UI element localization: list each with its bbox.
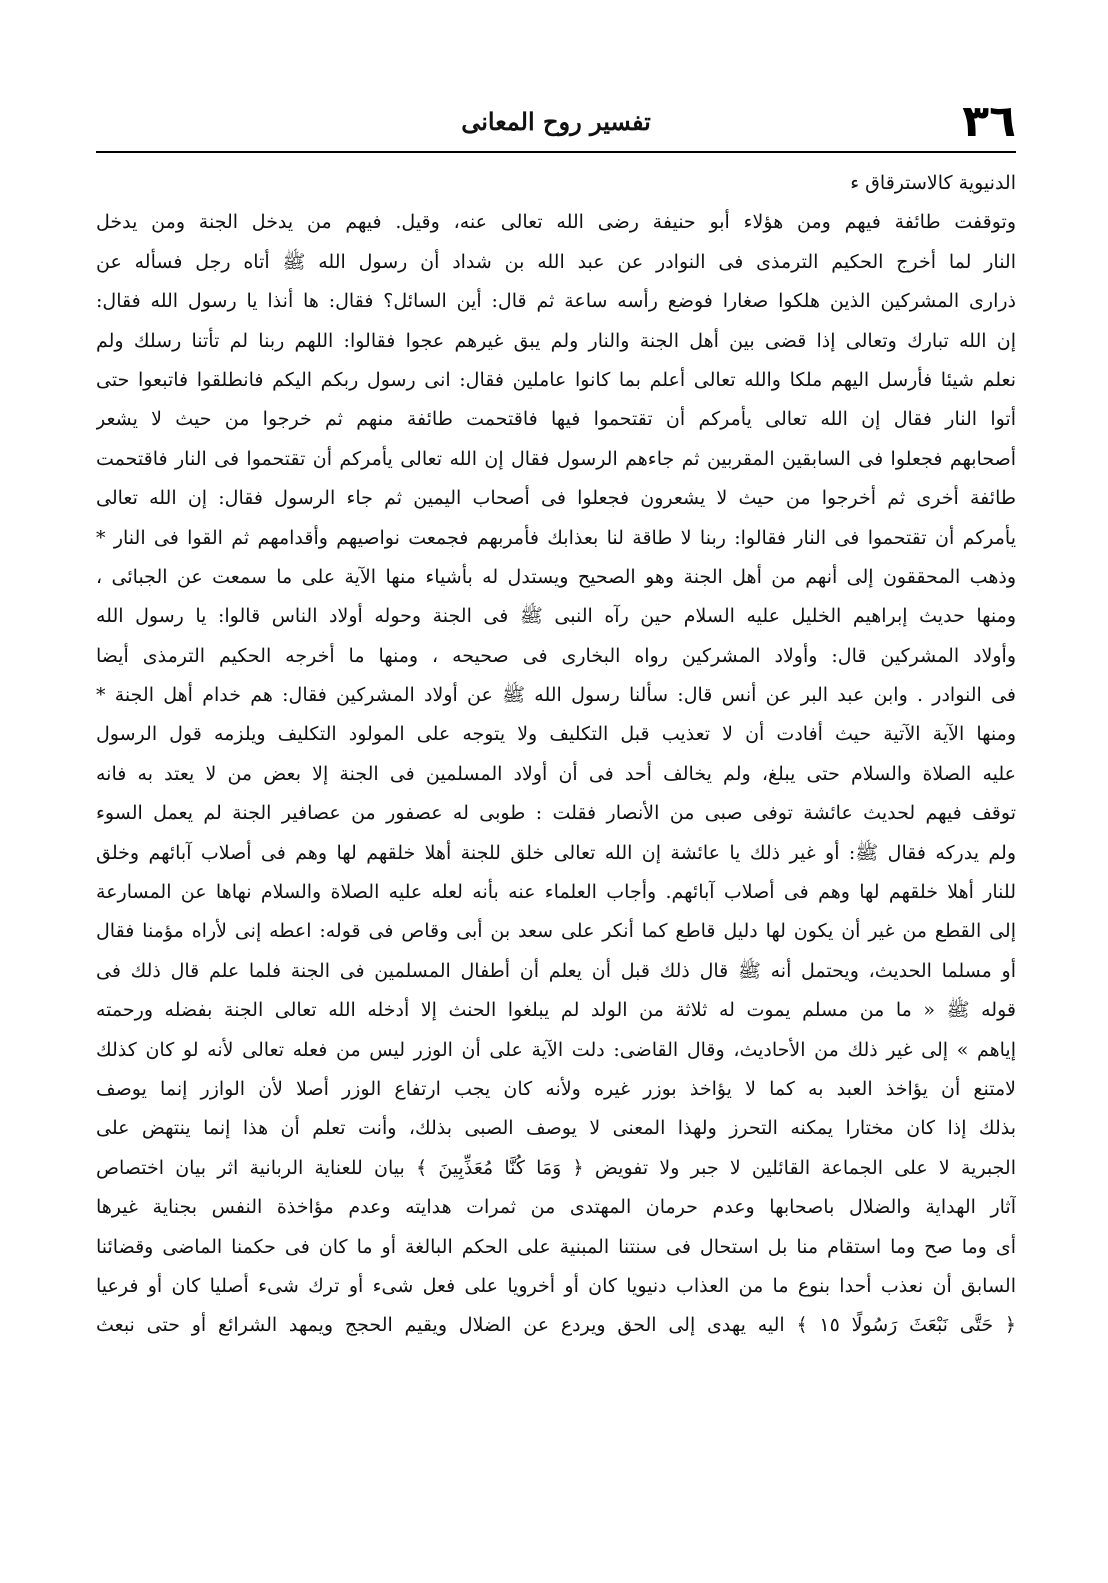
text-line: الدنيوية كالاسترقاق ء (850, 172, 1016, 194)
running-title: تفسير روح المعانى (461, 107, 651, 136)
text-line: طائفة أخرى ثم أخرجوا من حيث لا يشعرون فجعلوا فى أصحاب اليمين ثم جاء الرسول فقال: إن الله تعالى (96, 487, 1016, 510)
text-line: إلى القطع من غير أن يكون لها دليل قاطع كما أنكر على سعد بن أبى وقاص فى قوله: اعطه إنى لأراه مؤمنا فقال (96, 920, 1016, 943)
text-line: لامتنع أن يؤاخذ العبد به كما لا يؤاخذ بوزر غيره ولأنه كان يجب ارتفاع الوزر أصلا لأن الوازر إنما يوصف (96, 1077, 1016, 1100)
text-line: السابق أن نعذب أحدا بنوع ما من العذاب دنيويا كان أو أخرويا على فعل شىء أو ترك شىء أصليا كان أو فرعيا (96, 1274, 1016, 1297)
text-line: الجبرية لا على الجماعة القائلين لا جبر ولا تفويض ﴿ وَمَا كُنَّا مُعَذِّبِينَ ﴾ بيان للعناية الربانية اثر بيان اختصاص (96, 1156, 1016, 1179)
text-line: يأمركم أن تقتحموا فى النار فقالوا: ربنا لا طاقة لنا بعذابك فأمربهم فجمعت نواصيهم وأقدامهم ثم القوا فى النار * (96, 526, 1016, 549)
text-line: آثار الهداية والضلال باصحابها وعدم حرمان المهتدى من ثمرات هدايته وعدم مؤاخذة النفس بجناية غيرها (96, 1196, 1016, 1219)
text-line: أصحابهم فجعلوا فى السابقين المقربين ثم جاءهم الرسول فقال إن الله تعالى يأمركم أن تقتحموا فى النار فاقتحمت (96, 447, 1016, 470)
header-divider (96, 151, 1016, 153)
text-line: إن الله تبارك وتعالى إذا قضى بين أهل الجنة والنار ولم يبق غيرهم عجوا فقالوا: اللهم ربنا لم تأتنا رسلك ولم (96, 329, 1016, 352)
page-header (96, 92, 1016, 152)
text-line: إياهم » إلى غير ذلك من الأحاديث، وقال القاضى: دلت الآية على أن الوزر ليس من فعله تعالى لأنه لو كان كذلك (96, 1038, 1016, 1061)
text-line: وأولاد المشركين قال: وأولاد المشركين رواه البخارى فى صحيحه ، ومنها ما أخرجه الحكيم الترمذى أيضا (96, 644, 1016, 667)
text-line: ﴿ حَتَّى نَبْعَثَ رَسُولًا ١٥ ﴾ اليه يهدى إلى الحق ويردع عن الضلال ويقيم الحجج ويمهد الشرائع أو حتى نبعث (96, 1314, 1016, 1337)
page-number: ٣٦ (962, 96, 1016, 147)
text-line: أى وما صح وما استقام منا بل استحال فى سنتنا المبنية على الحكم البالغة أو ما كان فى حكمنا الماضى وقضائنا (96, 1235, 1016, 1258)
text-line: للنار أهلا خلقهم لها وهم فى أصلاب آبائهم. وأجاب العلماء عنه بأنه لعله عليه الصلاة والسلام نهاها عن المسارعة (96, 881, 1016, 904)
text-line: ذرارى المشركين الذين هلكوا صغارا فوضع رأسه ساعة ثم قال: أين السائل؟ فقال: ها أنذا يا رسول الله فقال: (96, 290, 1016, 313)
text-line: عليه الصلاة والسلام حتى يبلغ، ولم يخالف أحد فى أن أولاد المسلمين فى الجنة إلا بعض من لا يعتد به فانه (96, 762, 1016, 785)
text-line: وتوقفت طائفة فيهم ومن هؤلاء أبو حنيفة رضى الله تعالى عنه، وقيل. فيهم من يدخل الجنة ومن يدخل (96, 211, 1016, 234)
text-line: قوله ﷺ « ما من مسلم يموت له ثلاثة من الولد لم يبلغوا الحنث إلا أدخله الله تعالى الجنة بفضله ورحمته (96, 999, 1016, 1022)
text-line: نعلم شيئا فأرسل اليهم ملكا والله تعالى أعلم بما كانوا عاملين فقال: انى رسول ربكم اليكم فانطلقوا فاتبعوا حتى (96, 368, 1016, 391)
text-line: توقف فيهم لحديث عائشة توفى صبى من الأنصار فقلت : طوبى له عصفور من عصافير الجنة لم يعمل السوء (96, 802, 1016, 825)
text-line: أو مسلما الحديث، ويحتمل أنه ﷺ قال ذلك قبل أن يعلم أن أطفال المسلمين فى الجنة فلما علم قال ذلك فى (96, 959, 1016, 982)
text-line: وذهب المحققون إلى أنهم من أهل الجنة وهو الصحيح ويستدل له بأشياء منها الآية على ما سمعت عن الجبائى ، (96, 565, 1016, 588)
text-line: فى النوادر . وابن عبد البر عن أنس قال: سألنا رسول الله ﷺ عن أولاد المشركين فقال: هم خدام أهل الجنة * (96, 684, 1016, 707)
text-line: بذلك إذا كان مختارا يمكنه التحرز ولهذا المعنى لا يوصف الصبى بذلك، وأنت تعلم أن هذا إنما ينتهض على (96, 1117, 1016, 1140)
text-line: ومنها الآية الآتية حيث أفادت أن لا تعذيب قبل التكليف ولا يتوجه على المولود التكليف ويلزمه قول الرسول (96, 723, 1016, 746)
body-text (96, 164, 1016, 1346)
text-line: ومنها حديث إبراهيم الخليل عليه السلام حين رآه النبى ﷺ فى الجنة وحوله أولاد الناس قالوا: يا رسول الله (96, 605, 1016, 628)
text-line: النار لما أخرج الحكيم الترمذى فى النوادر عن عبد الله بن شداد أن رسول الله ﷺ أتاه رجل فسأله عن (96, 250, 1016, 273)
text-line: ولم يدركه فقال ﷺ: أو غير ذلك يا عائشة إن الله تعالى خلق للجنة أهلا خلقهم لها وهم فى أصلاب آبائهم وخلق (96, 841, 1016, 864)
text-line: أتوا النار فقال إن الله تعالى يأمركم أن تقتحموا فيها فاقتحمت طائفة منهم ثم خرجوا من حيث لا يشعر (96, 408, 1016, 431)
